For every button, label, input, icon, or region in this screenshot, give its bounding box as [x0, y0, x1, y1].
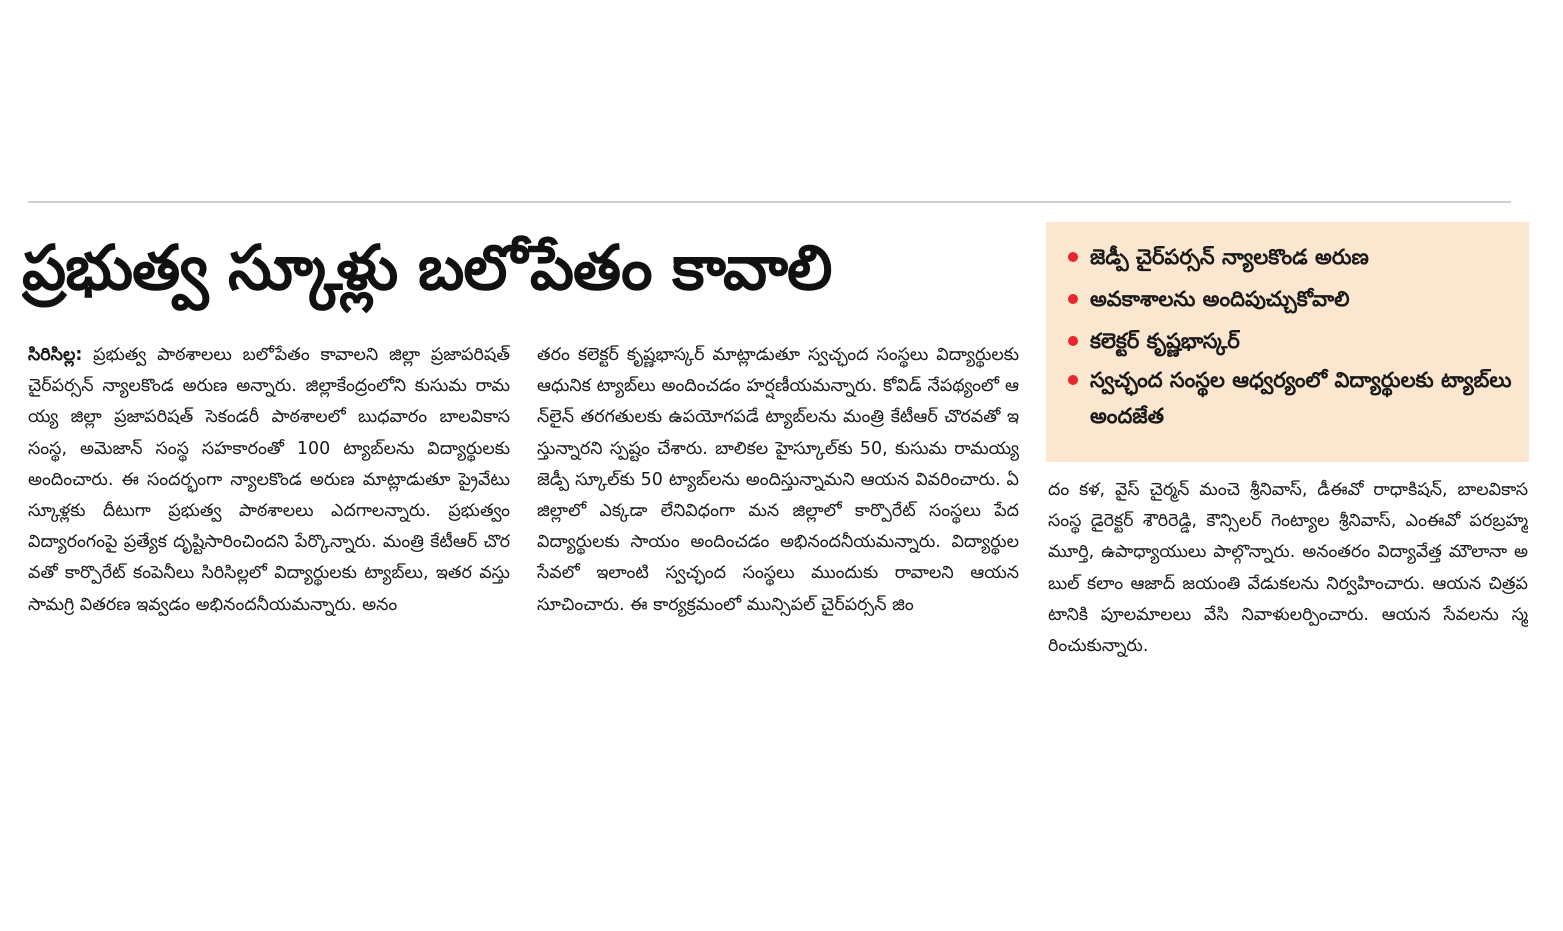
- highlight-text: స్వచ్ఛంద సంస్థల ఆధ్వర్యంలో విద్యార్థులకు ట్యాబ్‌లు అందజేత: [1090, 368, 1512, 428]
- bullet-icon: [1068, 336, 1078, 346]
- highlight-text: అవకాశాలను అందిపుచ్చుకోవాలి: [1090, 287, 1350, 311]
- article-column-3: [1048, 475, 1528, 710]
- highlight-text: జెడ్పీ చైర్‌పర్సన్ న్యాలకొండ అరుణ: [1090, 245, 1369, 269]
- highlight-item: [1068, 320, 1517, 362]
- bullet-icon: [1068, 375, 1078, 385]
- column-2-text: తరం కలెక్టర్ కృష్ణభాస్కర్ మాట్లాడుతూ స్వచ్ఛంద సంస్థలు విద్యార్థులకు ఆధునిక ట్యాబ్‌లు అందించడం హర్షణీయమన్నారు. కోవిడ్ నేపథ్యంలో ఆన్‌లైన్ తరగతులకు ఉపయోగపడే ట్యాబ్‌లను మంత్రి కేటీఆర్ చొరవతో ఇస్తున్నారని స్పష్టం చేశారు. బాలికల హైస్కూల్‌కు 50, కుసుమ రామయ్య జెడ్పీ స్కూల్‌కు 50 ట్యాబ్‌లను అందిస్తున్నామని ఆయన వివరించారు. ఏ జిల్లాలో ఎక్కడా లేనివిధంగా మన జిల్లాలో కార్పొరేట్ సంస్థలు పేద విద్యార్థులకు సాయం అందించడం అభినందనీయమన్నారు. విద్యార్థుల సేవలో ఇలాంటి స్వచ్ఛంద సంస్థలు ముందుకు రావాలని ఆయన సూచించారు. ఈ కార్యక్రమంలో మున్సిపల్ చైర్‌పర్సన్ జిం: [537, 345, 1019, 615]
- dateline: సిరిసిల్ల:: [28, 345, 83, 365]
- bullet-icon: [1068, 294, 1078, 304]
- highlight-text: కలెక్టర్ కృష్ణభాస్కర్: [1090, 329, 1240, 353]
- headline: ప్రభుత్వ స్కూళ్లు బలోపేతం కావాలి: [22, 231, 832, 304]
- column-1-text: ప్రభుత్వ పాఠశాలలు బలోపేతం కావాలని జిల్లా ప్రజాపరిషత్ చైర్‌పర్సన్ న్యాలకొండ అరుణ అన్నారు. జిల్లాకేంద్రంలోని కుసుమ రామయ్య జిల్లా ప్రజాపరిషత్ సెకండరీ పాఠశాలలో బుధవారం బాలవికాస సంస్థ, అమెజాన్ సంస్థ సహకారంతో 100 ట్యాబ్‌లను విద్యార్థులకు అందించారు. ఈ సందర్భంగా న్యాలకొండ అరుణ మాట్లాడుతూ ప్రైవేటు స్కూళ్లకు దీటుగా ప్రభుత్వ పాఠశాలలు ఎదగాలన్నారు. ప్రభుత్వం విద్యారంగంపై ప్రత్యేక దృష్టిసారించిందని పేర్కొన్నారు. మంత్రి కేటీఆర్ చొరవతో కార్పొరేట్ కంపెనీలు సిరిసిల్లలో విద్యార్థులకు ట్యాబ్‌లు, ఇతర వస్తు సామగ్రి వితరణ ఇవ్వడం అభినందనీయమన్నారు. అనం: [28, 345, 510, 615]
- article-column-1: [28, 340, 510, 710]
- top-divider: [28, 201, 1511, 203]
- highlight-item: [1068, 278, 1517, 320]
- bullet-icon: [1068, 252, 1078, 262]
- article-column-2: [537, 340, 1019, 710]
- highlights-box: [1046, 222, 1529, 462]
- highlight-item: [1068, 236, 1517, 278]
- column-3-text: దం కళ, వైస్ చైర్మన్ మంచె శ్రీనివాస్, డీఈవో రాధాకిషన్, బాలవికాస సంస్థ డైరెక్టర్ శౌరిరెడ్డి, కౌన్సిలర్ గెంట్యాల శ్రీనివాస్, ఎంఈవో పరబ్రహ్మమూర్తి, ఉపాధ్యాయులు పాల్గొన్నారు. అనంతరం విద్యావేత్త మౌలానా అబుల్ కలాం ఆజాద్ జయంతి వేడుకలను నిర్వహించారు. ఆయన చిత్రపటానికి పూలమాలలు వేసి నివాళులర్పించారు. ఆయన సేవలను స్మరించుకున్నారు.: [1048, 480, 1528, 657]
- highlight-item: [1068, 362, 1517, 434]
